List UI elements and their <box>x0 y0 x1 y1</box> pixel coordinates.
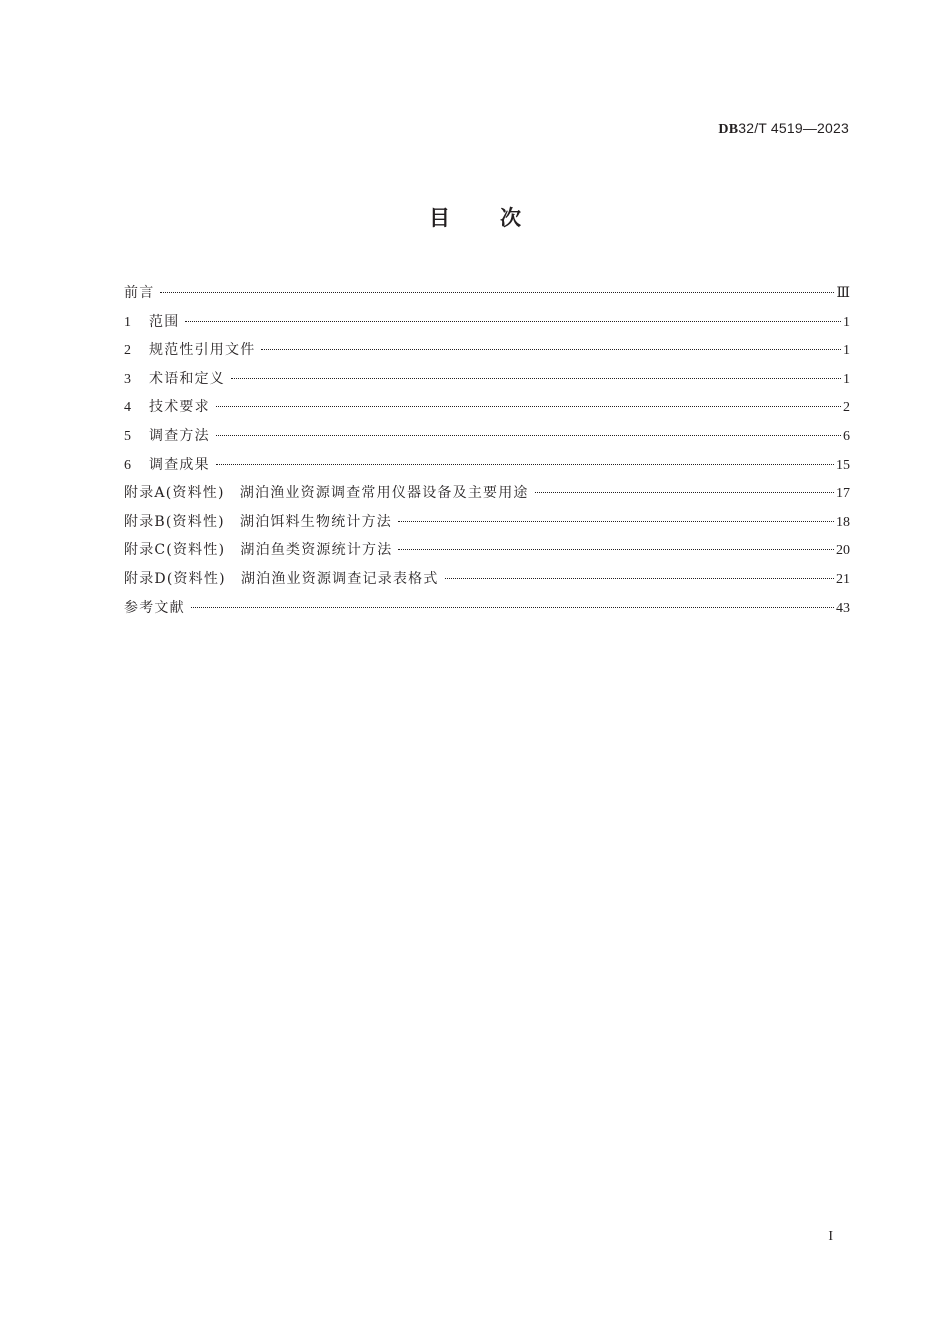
toc-entry-number: 1 <box>124 314 131 330</box>
toc-entry-2[interactable] <box>124 336 850 365</box>
toc-entry-page: 43 <box>836 600 850 616</box>
toc-entry-5[interactable] <box>124 422 850 451</box>
toc-entry-label: 规范性引用文件 <box>149 342 256 359</box>
toc-entry-page: 18 <box>836 514 850 530</box>
toc-entry-label: 参考文献 <box>124 599 185 616</box>
toc-entry-foreword[interactable] <box>124 279 850 308</box>
toc-entry-number: 6 <box>124 457 131 473</box>
toc-entry-appendix-d[interactable] <box>124 565 850 594</box>
toc-entry-label: 术语和定义 <box>149 370 225 387</box>
toc-leader-dots <box>398 549 834 550</box>
toc-entry-1[interactable] <box>124 308 850 337</box>
toc-leader-dots <box>398 521 834 522</box>
toc-entry-label: 技术要求 <box>149 399 210 416</box>
toc-entry-page: 6 <box>843 428 850 444</box>
toc-leader-dots <box>445 578 834 579</box>
toc-entry-page: 2 <box>843 400 850 416</box>
toc-leader-dots <box>231 378 841 379</box>
table-of-contents <box>124 279 850 622</box>
page-number: I <box>828 1229 833 1244</box>
standard-code-number: 32/T 4519—2023 <box>738 120 849 136</box>
toc-entry-label: 附录B(资料性) 湖泊饵料生物统计方法 <box>124 513 393 530</box>
toc-entry-page: 15 <box>836 457 850 473</box>
toc-entry-page: 17 <box>836 486 850 502</box>
toc-entry-appendix-b[interactable] <box>124 508 850 537</box>
toc-entry-3[interactable] <box>124 365 850 394</box>
toc-entry-page: 21 <box>836 571 850 587</box>
toc-entry-page: Ⅲ <box>836 286 850 301</box>
toc-entry-4[interactable] <box>124 393 850 422</box>
toc-leader-dots <box>216 464 834 465</box>
toc-entry-page: 20 <box>836 543 850 559</box>
toc-entry-number: 4 <box>124 400 131 416</box>
toc-leader-dots <box>160 292 834 293</box>
standard-code-prefix: DB <box>718 122 739 137</box>
toc-leader-dots <box>191 607 834 608</box>
toc-entry-number: 2 <box>124 343 131 359</box>
toc-entry-label: 前言 <box>124 285 155 301</box>
toc-leader-dots <box>535 492 834 493</box>
toc-leader-dots <box>216 406 841 407</box>
toc-entry-label: 调查成果 <box>149 456 210 473</box>
toc-leader-dots <box>216 435 841 436</box>
toc-entry-label: 范围 <box>149 313 180 330</box>
toc-entry-page: 1 <box>843 371 850 387</box>
toc-entry-appendix-a[interactable] <box>124 479 850 508</box>
toc-entry-label: 调查方法 <box>149 427 210 444</box>
toc-entry-page: 1 <box>843 314 850 330</box>
standard-code <box>718 120 849 138</box>
toc-entry-appendix-c[interactable] <box>124 536 850 565</box>
toc-entry-references[interactable] <box>124 594 850 623</box>
toc-entry-number: 5 <box>124 428 131 444</box>
toc-title: 目次 <box>429 206 571 230</box>
toc-entry-6[interactable] <box>124 451 850 480</box>
toc-entry-label: 附录C(资料性) 湖泊鱼类资源统计方法 <box>124 542 393 559</box>
toc-entry-number: 3 <box>124 371 131 387</box>
toc-leader-dots <box>185 321 841 322</box>
toc-entry-page: 1 <box>843 343 850 359</box>
toc-entry-label: 附录D(资料性) 湖泊渔业资源调查记录表格式 <box>124 570 439 587</box>
toc-entry-label: 附录A(资料性) 湖泊渔业资源调查常用仪器设备及主要用途 <box>124 485 529 502</box>
toc-leader-dots <box>261 349 841 350</box>
